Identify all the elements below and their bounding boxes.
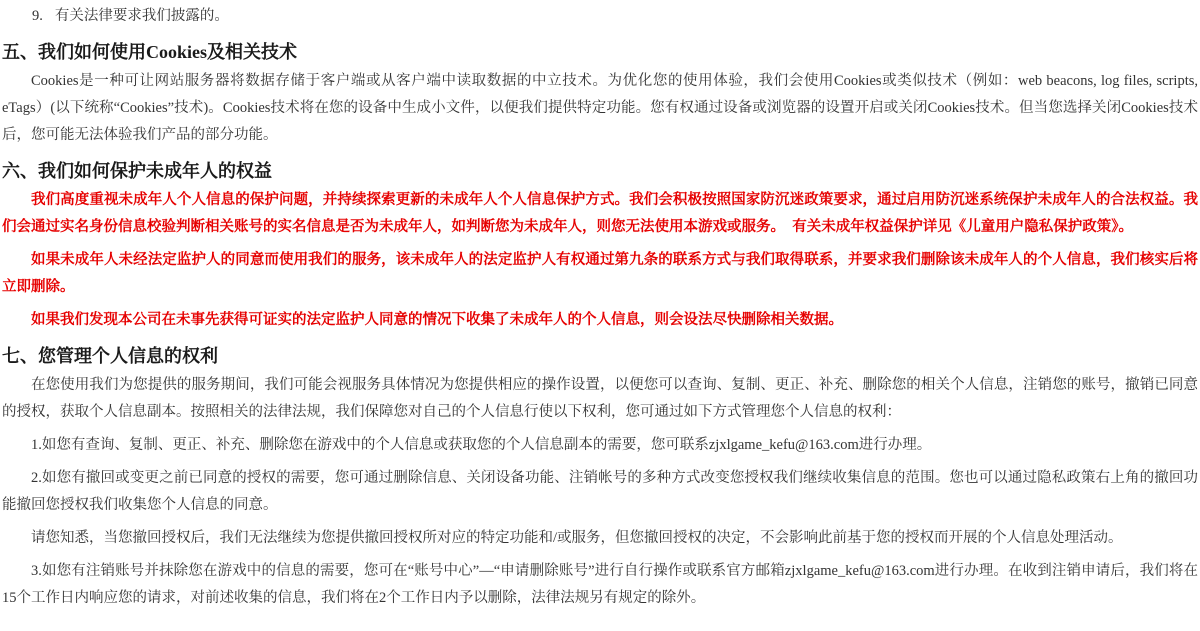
section-user-rights	[2, 343, 1198, 612]
rights-item-2: 2.如您有撤回或变更之前已同意的授权的需要，您可通过删除信息、关闭设备功能、注销帐号的多种方式改变您授权我们继续收集信息的范围。您也可以通过隐私政策右上角的撤回功能撤回您授权我们收集您个人信息的同意。	[2, 470, 1198, 513]
cookies-paragraph: Cookies是一种可让网站服务器将数据存储于客户端或从客户端中读取数据的中立技术。为优化您的使用体验，我们会使用Cookies或类似技术（例如：web beacons, log files, scripts, eTags）(以下统称“Cookies”技术)。Cookies技术将在您的设备中生成小文件，以便我们提供特定功能。您有权通过设备或浏览器的设置开启或关闭Cookies技术。但当您选择关闭Cookies技术后，您可能无法体验我们产品的部分功能。	[2, 73, 1198, 143]
rights-item-1: 1.如您有查询、复制、更正、补充、删除您在游戏中的个人信息或获取您的个人信息副本的需要，您可联系zjxlgame_kefu@163.com进行办理。	[31, 437, 932, 453]
rights-item-3: 3.如您有注销账号并抹除您在游戏中的信息的需要，您可在“账号中心”—“申请删除账号”进行自行操作或联系官方邮箱zjxlgame_kefu@163.com进行办理。在收到注销申请后，我们将在15个工作日内响应您的请求，对前述收集的信息，我们将在2个工作日内予以删除，法律法规另有规定的除外。	[2, 563, 1198, 606]
list-item-9	[2, 3, 1198, 30]
list-item-number: 9.	[32, 8, 43, 24]
rights-intro-paragraph: 在您使用我们为您提供的服务期间，我们可能会视服务具体情况为您提供相应的操作设置，以便您可以查询、复制、更正、补充、删除您的相关个人信息，注销您的账号，撤销已同意的授权，获取个人信息副本。按照相关的法律法规，我们保障您对自己的个人信息行使以下权利，您可通过如下方式管理您个人信息的权利：	[2, 377, 1198, 420]
list-item-text: 有关法律要求我们披露的。	[54, 8, 229, 24]
section-cookies	[2, 39, 1198, 149]
section-cookies-heading: 五、我们如何使用Cookies及相关技术	[2, 42, 298, 62]
rights-withdraw-notice: 请您知悉，当您撤回授权后，我们无法继续为您提供撤回授权所对应的特定功能和/或服务，但您撤回授权的决定，不会影响此前基于您的授权而开展的个人信息处理活动。	[31, 530, 1123, 546]
section-minors-heading: 六、我们如何保护未成年人的权益	[2, 161, 272, 181]
section-minors-protection	[2, 158, 1198, 334]
minors-paragraph-2: 如果未成年人未经法定监护人的同意而使用我们的服务，该未成年人的法定监护人有权通过第九条的联系方式与我们取得联系，并要求我们删除该未成年人的个人信息，我们核实后将立即删除。	[2, 252, 1198, 295]
minors-paragraph-1: 我们高度重视未成年人个人信息的保护问题，并持续探索更新的未成年人个人信息保护方式。我们会积极按照国家防沉迷政策要求，通过启用防沉迷系统保护未成年人的合法权益。我们会通过实名身份信息校验判断相关账号的实名信息是否为未成年人，如判断您为未成年人，则您无法使用本游戏或服务。 有关未成年权益保护详见《儿童用户隐私保护政策》。	[2, 192, 1198, 235]
minors-paragraph-3: 如果我们发现本公司在未事先获得可证实的法定监护人同意的情况下收集了未成年人的个人信息，则会设法尽快删除相关数据。	[31, 312, 843, 328]
section-rights-heading: 七、您管理个人信息的权利	[2, 346, 218, 366]
